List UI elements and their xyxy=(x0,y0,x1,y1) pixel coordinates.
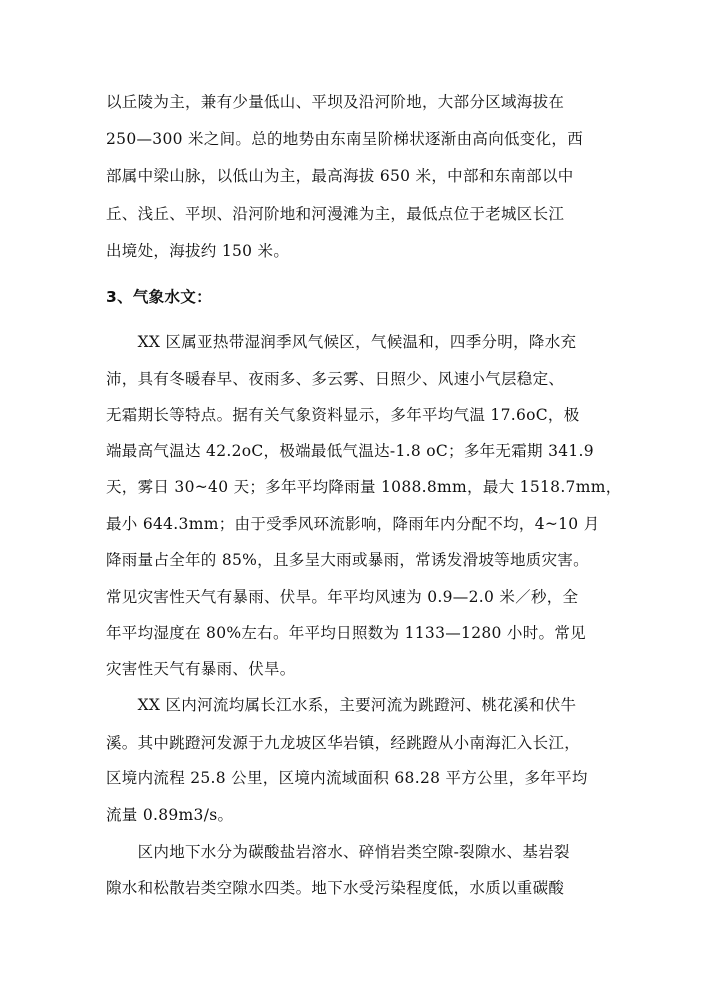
text-line: 250—300 米之间。总的地势由东南呈阶梯状逐渐由高向低变化，西 xyxy=(106,130,583,148)
text-line: 部属中梁山脉，以低山为主，最高海拔 650 米，中部和东南部以中 xyxy=(106,167,574,185)
text-line: 常见灾害性天气有暴雨、伏旱。年平均风速为 0.9—2.0 米／秒，全 xyxy=(106,588,579,606)
text-line: 出境处，海拔约 150 米。 xyxy=(106,242,290,260)
text-line: 区内地下水分为碳酸盐岩溶水、碎悄岩类空隙-裂隙水、基岩裂 xyxy=(106,843,570,861)
text-line: 隙水和松散岩类空隙水四类。地下水受污染程度低，水质以重碳酸 xyxy=(106,879,565,897)
text-line: 最小 644.3mm；由于受季风环流影响，降雨年内分配不均，4~10 月 xyxy=(106,515,600,533)
text-line: 年平均湿度在 80%左右。年平均日照数为 1133—1280 小时。常见 xyxy=(106,624,586,642)
text-line: 天，雾日 30~40 天；多年平均降雨量 1088.8mm，最大 1518.7mm， xyxy=(106,478,622,496)
section-heading: 3、气象水文： xyxy=(106,288,212,306)
text-line: XX 区属亚热带湿润季风气候区，气候温和，四季分明，降水充 xyxy=(106,333,577,351)
text-line: 端最高气温达 42.2oC，极端最低气温达-1.8 oC；多年无霜期 341.9 xyxy=(106,442,594,460)
text-line: 丘、浅丘、平坝、沿河阶地和河漫滩为主，最低点位于老城区长江 xyxy=(106,205,565,223)
text-line: 以丘陵为主，兼有少量低山、平坝及沿河阶地，大部分区域海拔在 xyxy=(106,93,565,111)
text-line: 区境内流程 25.8 公里，区境内流域面积 68.28 平方公里，多年平均 xyxy=(106,769,588,787)
text-line: 灾害性天气有暴雨、伏旱。 xyxy=(106,660,296,678)
text-line: 沛，具有冬暖春早、夜雨多、多云雾、日照少、风速小气层稳定、 xyxy=(106,370,565,388)
text-line: 流量 0.89m3/s。 xyxy=(106,806,234,824)
text-line: 降雨量占全年的 85%，且多呈大雨或暴雨，常诱发滑坡等地质灾害。 xyxy=(106,551,589,569)
text-line: XX 区内河流均属长江水系，主要河流为跳蹬河、桃花溪和伏牛 xyxy=(106,696,577,714)
text-line: 无霜期长等特点。据有关气象资料显示，多年平均气温 17.6oC，极 xyxy=(106,406,580,424)
text-line: 溪。其中跳蹬河发源于九龙坡区华岩镇，经跳蹬从小南海汇入长江， xyxy=(106,734,581,752)
